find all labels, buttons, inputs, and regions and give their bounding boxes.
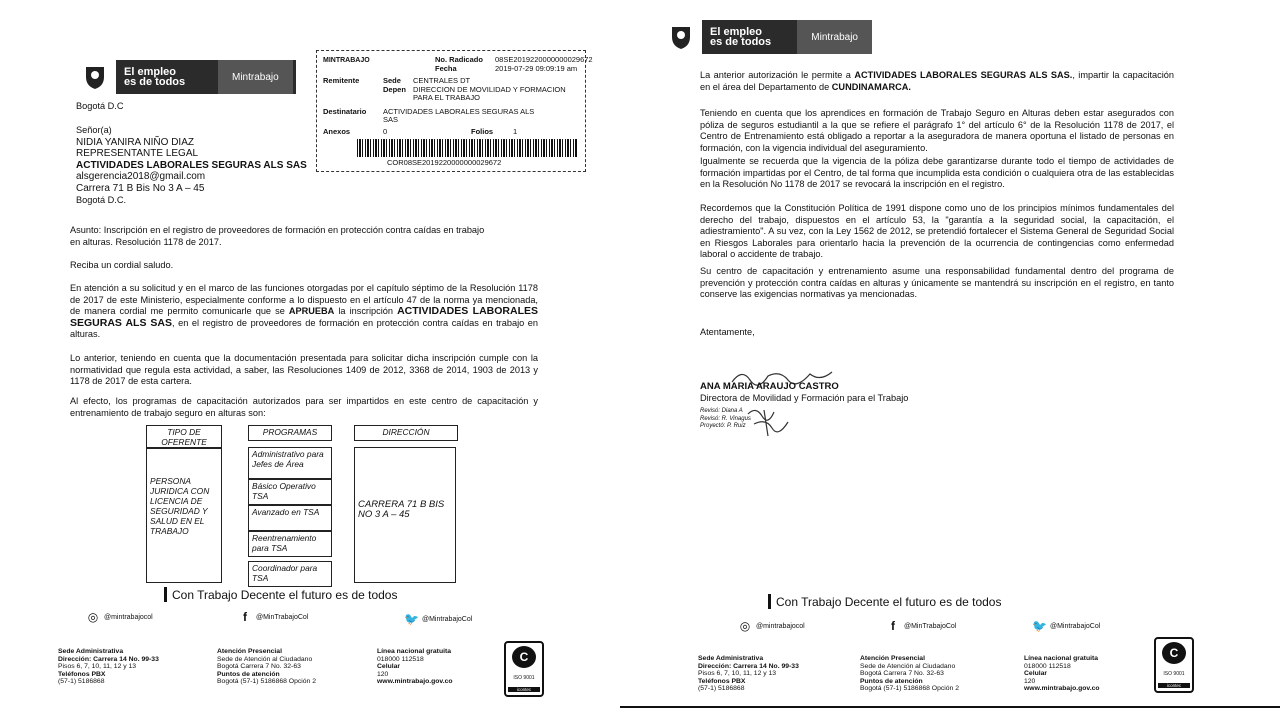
review-line-1: Revisó: Diana A [700, 408, 743, 414]
page-separator [612, 0, 620, 720]
linea-line-2: Celular [377, 663, 401, 671]
city-date: Bogotá D.C [76, 101, 124, 111]
twitter-text: @MintrabajoCol [1050, 622, 1101, 630]
atencion-line-1: Sede de Atención al Ciudadano [860, 662, 956, 670]
motto-text: Con Trabajo Decente el futuro es de todos [172, 587, 398, 602]
facebook-icon: f [891, 619, 895, 633]
sede-line-4: (57-1) 5186868 [58, 678, 105, 686]
linea-line-3: 120 [377, 670, 389, 678]
depen-value-1: DIRECCION DE MOVILIDAD Y FORMACION [413, 85, 566, 94]
table-row: Reentrenamiento para TSA [248, 531, 332, 557]
review-line-3: Proyectó: P. Ruiz [700, 423, 746, 429]
sede-title: Sede Administrativa [698, 655, 764, 662]
authorization-department: CUNDINAMARCA. [831, 81, 911, 92]
instagram-handle[interactable] [738, 619, 805, 633]
instagram-text: @mintrabajocol [104, 613, 153, 621]
authorization-text-c: , impartir la capacitación en el área del Departamento de [700, 70, 1174, 92]
paragraph-programs-intro: Al efecto, los programas de capacitación autorizados para ser impartidos en este centro de capacitación y entrenamiento de trabajo seguro en alturas son: [70, 396, 538, 418]
table-row: Coordinador para TSA [248, 561, 332, 587]
atencion-line-3: Puntos de atención [217, 670, 280, 678]
paragraph-authorization [700, 70, 1174, 93]
folios-value: 1 [513, 127, 518, 136]
signer-title: Directora de Movilidad y Formación para el Trabajo [700, 393, 909, 403]
anexos-value: 0 [383, 127, 388, 136]
icontec-logo-icon: C [1162, 642, 1186, 664]
brand-tagline-2: es de todos [710, 36, 772, 48]
linea-title: Línea nacional gratuita [1024, 655, 1099, 662]
motto [164, 587, 397, 602]
twitter-icon: 🐦 [1032, 619, 1047, 633]
radicado-number: 08SE2019220000000029672 [495, 55, 593, 64]
sede-line-3: Teléfonos PBX [58, 670, 106, 678]
sede-line-1: Dirección: Carrera 14 No. 99-33 [698, 662, 799, 670]
footer-atencion [860, 655, 959, 693]
table-row: Avanzado en TSA [248, 505, 332, 531]
atencion-line-2: Bogotá Carrera 7 No. 32-63 [217, 663, 301, 671]
coat-of-arms-icon [82, 63, 108, 91]
icontec-logo-icon: C [512, 646, 536, 668]
barcode [357, 139, 577, 157]
brand-ministry: Mintrabajo [797, 20, 872, 54]
instagram-handle[interactable] [86, 610, 153, 624]
atencion-line-3: Puntos de atención [860, 677, 923, 685]
salutation: Señor(a) [76, 125, 112, 135]
facebook-text: @MinTrabajoCol [904, 622, 957, 630]
barcode-code: COR08SE2019220000000029672 [387, 158, 502, 167]
footer-atencion [217, 648, 316, 686]
approval-text-a: En atención a su solicitud y en el marco de las funciones otorgadas por el capítulo séptimo de la Resolución 1178 de 2017 de este Ministerio, especialmente conforme a lo dispuesto en el artículo 47 de la norma ya mencionada, de manera cordial me permito comunicarle que se [70, 283, 538, 317]
addressee-city: Bogotá D.C. [76, 194, 127, 205]
initials-scribble [744, 404, 794, 444]
iso-certification-badge [504, 641, 544, 697]
icontec-text: icontec [508, 687, 540, 692]
destinatario-value-2: SAS [383, 115, 399, 124]
atencion-line-1: Sede de Atención al Ciudadano [217, 655, 313, 663]
instagram-icon: ◎ [739, 619, 751, 633]
depen-value-2: PARA EL TRABAJO [413, 93, 480, 102]
facebook-text: @MinTrabajoCol [256, 613, 309, 621]
linea-line-1: 018000 112518 [1024, 662, 1071, 670]
twitter-text: @MintrabajoCol [422, 615, 473, 623]
sede-line-2: Pisos 6, 7, 10, 11, 12 y 13 [698, 670, 777, 678]
approval-company: ACTIVIDADES LABORALES SEGURAS ALS SAS [70, 305, 538, 329]
website-link[interactable]: www.mintrabajo.gov.co [377, 678, 453, 686]
twitter-icon: 🐦 [404, 612, 419, 626]
anexos-label: Anexos [323, 127, 351, 136]
table-row: Administrativo para Jefes de Área [248, 447, 332, 479]
addressee-email: alsgerencia2018@gmail.com [76, 171, 206, 183]
atencion-line-4: Bogotá (57-1) 5186868 Opción 2 [217, 678, 317, 686]
footer-linea [377, 648, 453, 686]
atencion-line-2: Bogotá Carrera 7 No. 32-63 [860, 670, 944, 678]
addressee-name: NIDIA YANIRA NIÑO DIAZ [76, 136, 194, 148]
linea-line-1: 018000 112518 [377, 655, 424, 663]
approval-text-e: , en el registro de proveedores de formación en protección contra caídas en trabajo en alturas. [70, 317, 538, 340]
paragraph-documentation: Lo anterior, teniendo en cuenta que la documentación presentada para solicitar dicha inscripción cumple con la normatividad que regula esta actividad, a saber, las Resoluciones 1409 de 2012, 3368 de 2014, 1903 de 2013 y 1178 de 2017 de esta cartera. [70, 353, 538, 387]
addressee-block [76, 125, 307, 206]
greeting: Reciba un cordial saludo. [70, 260, 174, 270]
destinatario-value-1: ACTIVIDADES LABORALES SEGURAS ALS [383, 107, 535, 116]
brand-tagline-1: El empleo [710, 26, 762, 38]
atencion-title: Atención Presencial [217, 648, 282, 655]
motto-bar [768, 594, 771, 609]
table-row: Básico Operativo TSA [248, 479, 332, 505]
brand-ministry: Mintrabajo [218, 60, 293, 94]
subject-line-2: en alturas. Resolución 1178 de 2017. [70, 236, 222, 247]
paragraph-responsibility: Su centro de capacitación y entrenamiento asume una responsabilidad fundamental dentro del programa de prevención y protección contra caídas en alturas y únicamente se mantendrá su inscripción en el registro, en tanto conserve las exigencias normativas ya mencionadas. [700, 266, 1174, 300]
table-header-oferente: TIPO DE OFERENTE [146, 425, 222, 449]
motto-text: Con Trabajo Decente el futuro es de todos [776, 594, 1002, 609]
sede-line-3: Teléfonos PBX [698, 677, 746, 685]
fecha-value: 2019-07-29 09:09:19 am [495, 64, 578, 73]
sede-line-4: (57-1) 5186868 [698, 685, 745, 693]
addressee-address: Carrera 71 B Bis No 3 A – 45 [76, 182, 205, 194]
folios-label: Folios [471, 127, 494, 136]
paragraph-validity: Igualmente se recuerda que la vigencia de la póliza debe garantizarse durante todo el tiempo de actividades de formación impartidas por el Centro, de tal forma que incumplida esta condición o cualquiera otra de las establecidas en la Resolución No 1178 de 2017 se revocará la inscripción en el registro. [700, 156, 1174, 190]
radicado-sticker [316, 50, 593, 172]
review-line-2: Revisó: R. Vinagus [700, 415, 751, 422]
atencion-title: Atención Presencial [860, 655, 925, 662]
authorization-company: ACTIVIDADES LABORALES SEGURAS ALS SAS. [854, 70, 1073, 80]
destinatario-label: Destinatario [323, 107, 367, 116]
footer-linea [1024, 655, 1100, 693]
paragraph-constitution: Recordemos que la Constitución Política de 1991 dispone como uno de los principios mínimos fundamentales del derecho del trabajo, dispuestos en el artículo 53, la "garantía a la seguridad social, la capacitación, el adiestramiento". A su vez, con la Ley 1562 de 2012, se pretendió fortalecer el Sistema General de Seguridad Social en Riesgos Laborales para orientarlo hacia la prevención de la ocurrencia de contingencias como enfermedad laboral o accidente de trabajo. [700, 203, 1174, 260]
instagram-text: @mintrabajocol [756, 622, 805, 630]
iso-text: ISO 9001 [513, 674, 535, 681]
fecha-label: Fecha [435, 64, 457, 73]
scan-edge-line [620, 706, 1280, 708]
letterhead-logo [668, 20, 872, 54]
table-header-programas: PROGRAMAS [248, 425, 332, 441]
authorization-text-a: La anterior autorización le permite a [700, 70, 851, 80]
brand-tagline-2: es de todos [124, 76, 186, 88]
table-cell-direccion: CARRERA 71 B BIS NO 3 A – 45 [354, 447, 456, 583]
letter-page-2 [620, 0, 1280, 720]
brand-tagline-1: El empleo [124, 66, 176, 78]
addressee-role: REPRESENTANTE LEGAL [76, 148, 199, 160]
twitter-handle[interactable] [1032, 619, 1100, 633]
iso-certification-badge [1154, 637, 1194, 693]
remitente-label: Remitente [323, 76, 360, 85]
paragraph-approval [70, 283, 538, 341]
motto-bar [164, 587, 167, 602]
linea-line-2: Celular [1024, 670, 1048, 678]
website-link[interactable]: www.mintrabajo.gov.co [1024, 685, 1100, 693]
facebook-icon: f [243, 610, 247, 624]
addressee-company: ACTIVIDADES LABORALES SEGURAS ALS SAS [76, 159, 307, 171]
signer-name: ANA MARIA ARAUJO CASTRO [700, 381, 839, 392]
sede-line-1: Dirección: Carrera 14 No. 99-33 [58, 655, 159, 663]
approval-keyword: APRUEBA [288, 306, 335, 317]
sede-label: Sede [383, 76, 401, 85]
sticker-logo: MINTRABAJO [323, 57, 370, 64]
instagram-icon: ◎ [87, 610, 99, 624]
sede-title: Sede Administrativa [58, 648, 124, 655]
subject [70, 225, 540, 248]
iso-text: ISO 9001 [1163, 670, 1185, 677]
subject-line-1: Asunto: Inscripción en el registro de proveedores de formación en protección contra caídas en trabajo [70, 225, 485, 235]
atencion-line-4: Bogotá (57-1) 5186868 Opción 2 [860, 685, 960, 693]
footer-sede [58, 648, 159, 686]
sede-line-2: Pisos 6, 7, 10, 11, 12 y 13 [58, 663, 137, 671]
motto [768, 594, 1001, 609]
depen-label: Depen [383, 85, 406, 94]
letterhead-logo [82, 60, 296, 94]
approval-text-c: la inscripción [338, 306, 393, 317]
sede-value: CENTRALES DT [413, 76, 471, 85]
paragraph-insurance: Teniendo en cuenta que los aprendices en formación de Trabajo Seguro en Alturas deben estar asegurados con póliza de seguros estudiantil a la que se refiere el parágrafo 1° del artículo 6° de la Resolución 1178 de 2017, el Centro de Entrenamiento está obligado a reportar a la aseguradora de manera oportuna el listado de personas en formación, con la vigencia individual del aseguramiento. [700, 108, 1174, 153]
linea-title: Línea nacional gratuita [377, 648, 452, 655]
twitter-handle[interactable] [404, 612, 472, 626]
table-cell-oferente: PERSONA JURIDICA CON LICENCIA DE SEGURIDAD Y SALUD EN EL TRABAJO [146, 447, 222, 583]
radicado-label: No. Radicado [435, 55, 483, 64]
facebook-handle[interactable] [238, 610, 308, 624]
closing: Atentamente, [700, 327, 755, 337]
table-header-direccion: DIRECCIÓN [354, 425, 458, 441]
footer-sede [698, 655, 799, 693]
letter-page-1 [0, 0, 612, 720]
coat-of-arms-icon [668, 23, 694, 51]
icontec-text: icontec [1158, 683, 1190, 688]
facebook-handle[interactable] [886, 619, 956, 633]
linea-line-3: 120 [1024, 677, 1036, 685]
